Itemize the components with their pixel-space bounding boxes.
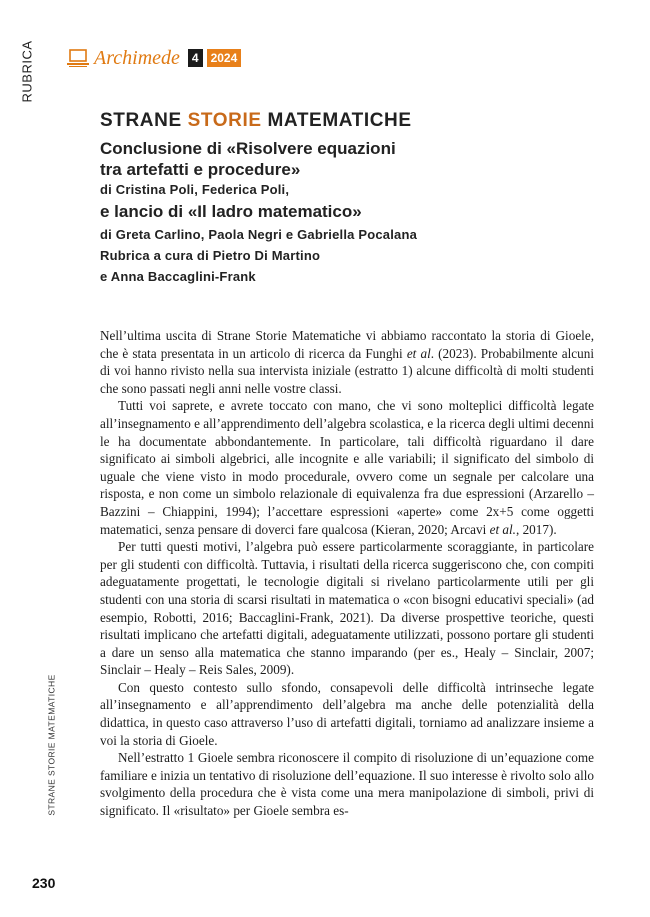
conclusion-authors: di Cristina Poli, Federica Poli, (100, 182, 290, 197)
p1-et-al: et al (406, 345, 431, 361)
p2-text-b: , 2017). (515, 521, 557, 537)
section-label (16, 30, 38, 112)
rubric-title-part3: MATEMATICHE (267, 110, 412, 131)
rubric-title-part2: STORIE (187, 110, 262, 131)
paragraph-4: Con questo contesto sullo sfondo, consapevoli delle difficoltà intrinseche legate all’insegnamento e all’apprendimento dell’algebra ma anche delle potenzialità della didattica, in questo caso attraverso l’uso di artefatti digitali, torniamo ad analizzare insieme a voi la storia di Gioele. (100, 679, 594, 748)
curators-line1: Rubrica a cura di Pietro Di Martino (100, 248, 321, 263)
p2-text-a: Tutti voi saprete, e avrete toccato con mano, che vi sono molteplici difficoltà legate all’insegnamento e all’apprendimento dell’algebra scolastica, e la ricerca degli ultimi decenni le ha documentate abbondantemente. In particolare, tali difficoltà riguardano il dare significato ai simboli algebrici, alle incognite e alle variabili; il significato del simbolo di uguale che viene visto in modo procedurale, ovvero come un segnale per calcolare una risposta, e non come un simbolo relazionale di equivalenza fra due espressioni (Arzarello – Bazzini – Chiappini, 1994); l’accettare espressioni «aperte» come 2x+5 come oggetti matematici, senza pensare di doverci fare qualcosa (Kieran, 2020; Arcavi (100, 398, 594, 537)
page-number: 230 (32, 875, 56, 891)
conclusion-title-line2: tra artefatti e procedure» (100, 160, 301, 179)
paragraph-3: Per tutti questi motivi, l’algebra può essere particolarmente scoraggiante, in particolare per gli studenti con difficoltà. Tuttavia, i risultati della ricerca suggeriscono che, con compiti adeguatamente progettati, le tecnologie digitali si rivelano particolarmente utili per gli studenti con una storia di scarsi risultati in matematica o «con bisogni educativi speciali» (ad esempio, Robotti, 2016; Baccaglini-Frank, 2021). Da diverse prospettive teoriche, questi risultati implicano che artefatti digitali, adeguatamente utilizzati, possono portare gli studenti a dare un senso alla matematica che stanno imparando (per es., Healy – Sinclair, 2007; Sinclair – Healy – Reis Sales, 2009). (100, 539, 594, 678)
section-label-text: RUBRICA (19, 39, 35, 103)
journal-name: Archimede (94, 47, 180, 69)
running-section-title (44, 640, 60, 850)
article-header (100, 110, 560, 287)
rubric-title-part1: STRANE (100, 110, 182, 131)
paragraph-1 (100, 327, 594, 397)
lancio-title: e lancio di «Il ladro matematico» (100, 202, 362, 221)
p1-text-a: Nell’ultima uscita di Strane Storie Matematiche vi abbiamo raccontato la storia di Gioele, che è stata presentata in un articolo di ricerca da Funghi (100, 328, 594, 361)
p2-et-al: et al. (489, 521, 516, 537)
issue-number-badge: 4 (188, 49, 203, 67)
year-badge: 2024 (207, 49, 242, 67)
laptop-icon (66, 48, 90, 68)
p1-text-b: . (2023). Probabilmente alcuni di voi hanno rivisto nella sua intervista iniziale (estratto 1) alcune difficoltà di molti studenti che sono passati negli anni nelle vostre classi. (100, 345, 594, 396)
rubric-title (100, 110, 560, 132)
conclusion-title-line1: Conclusione di «Risolvere equazioni (100, 139, 396, 158)
journal-logo (66, 46, 241, 70)
running-section-title-text: STRANE STORIE MATEMATICHE (47, 674, 58, 816)
paragraph-2 (100, 397, 594, 538)
curators-line2: e Anna Baccaglini-Frank (100, 269, 256, 284)
paragraph-5: Nell’estratto 1 Gioele sembra riconoscere il compito di risoluzione di un’equazione come familiare e inizia un tentativo di risoluzione dell’equazione. Il suo interesse è rivolto solo allo svolgimento della procedura che è vista come una mera manipolazione di simboli, privi di significato. Il «risultato» per Gioele sembra es- (100, 750, 594, 819)
lancio-authors: di Greta Carlino, Paola Negri e Gabriella Pocalana (100, 227, 418, 242)
article-body (100, 327, 594, 820)
